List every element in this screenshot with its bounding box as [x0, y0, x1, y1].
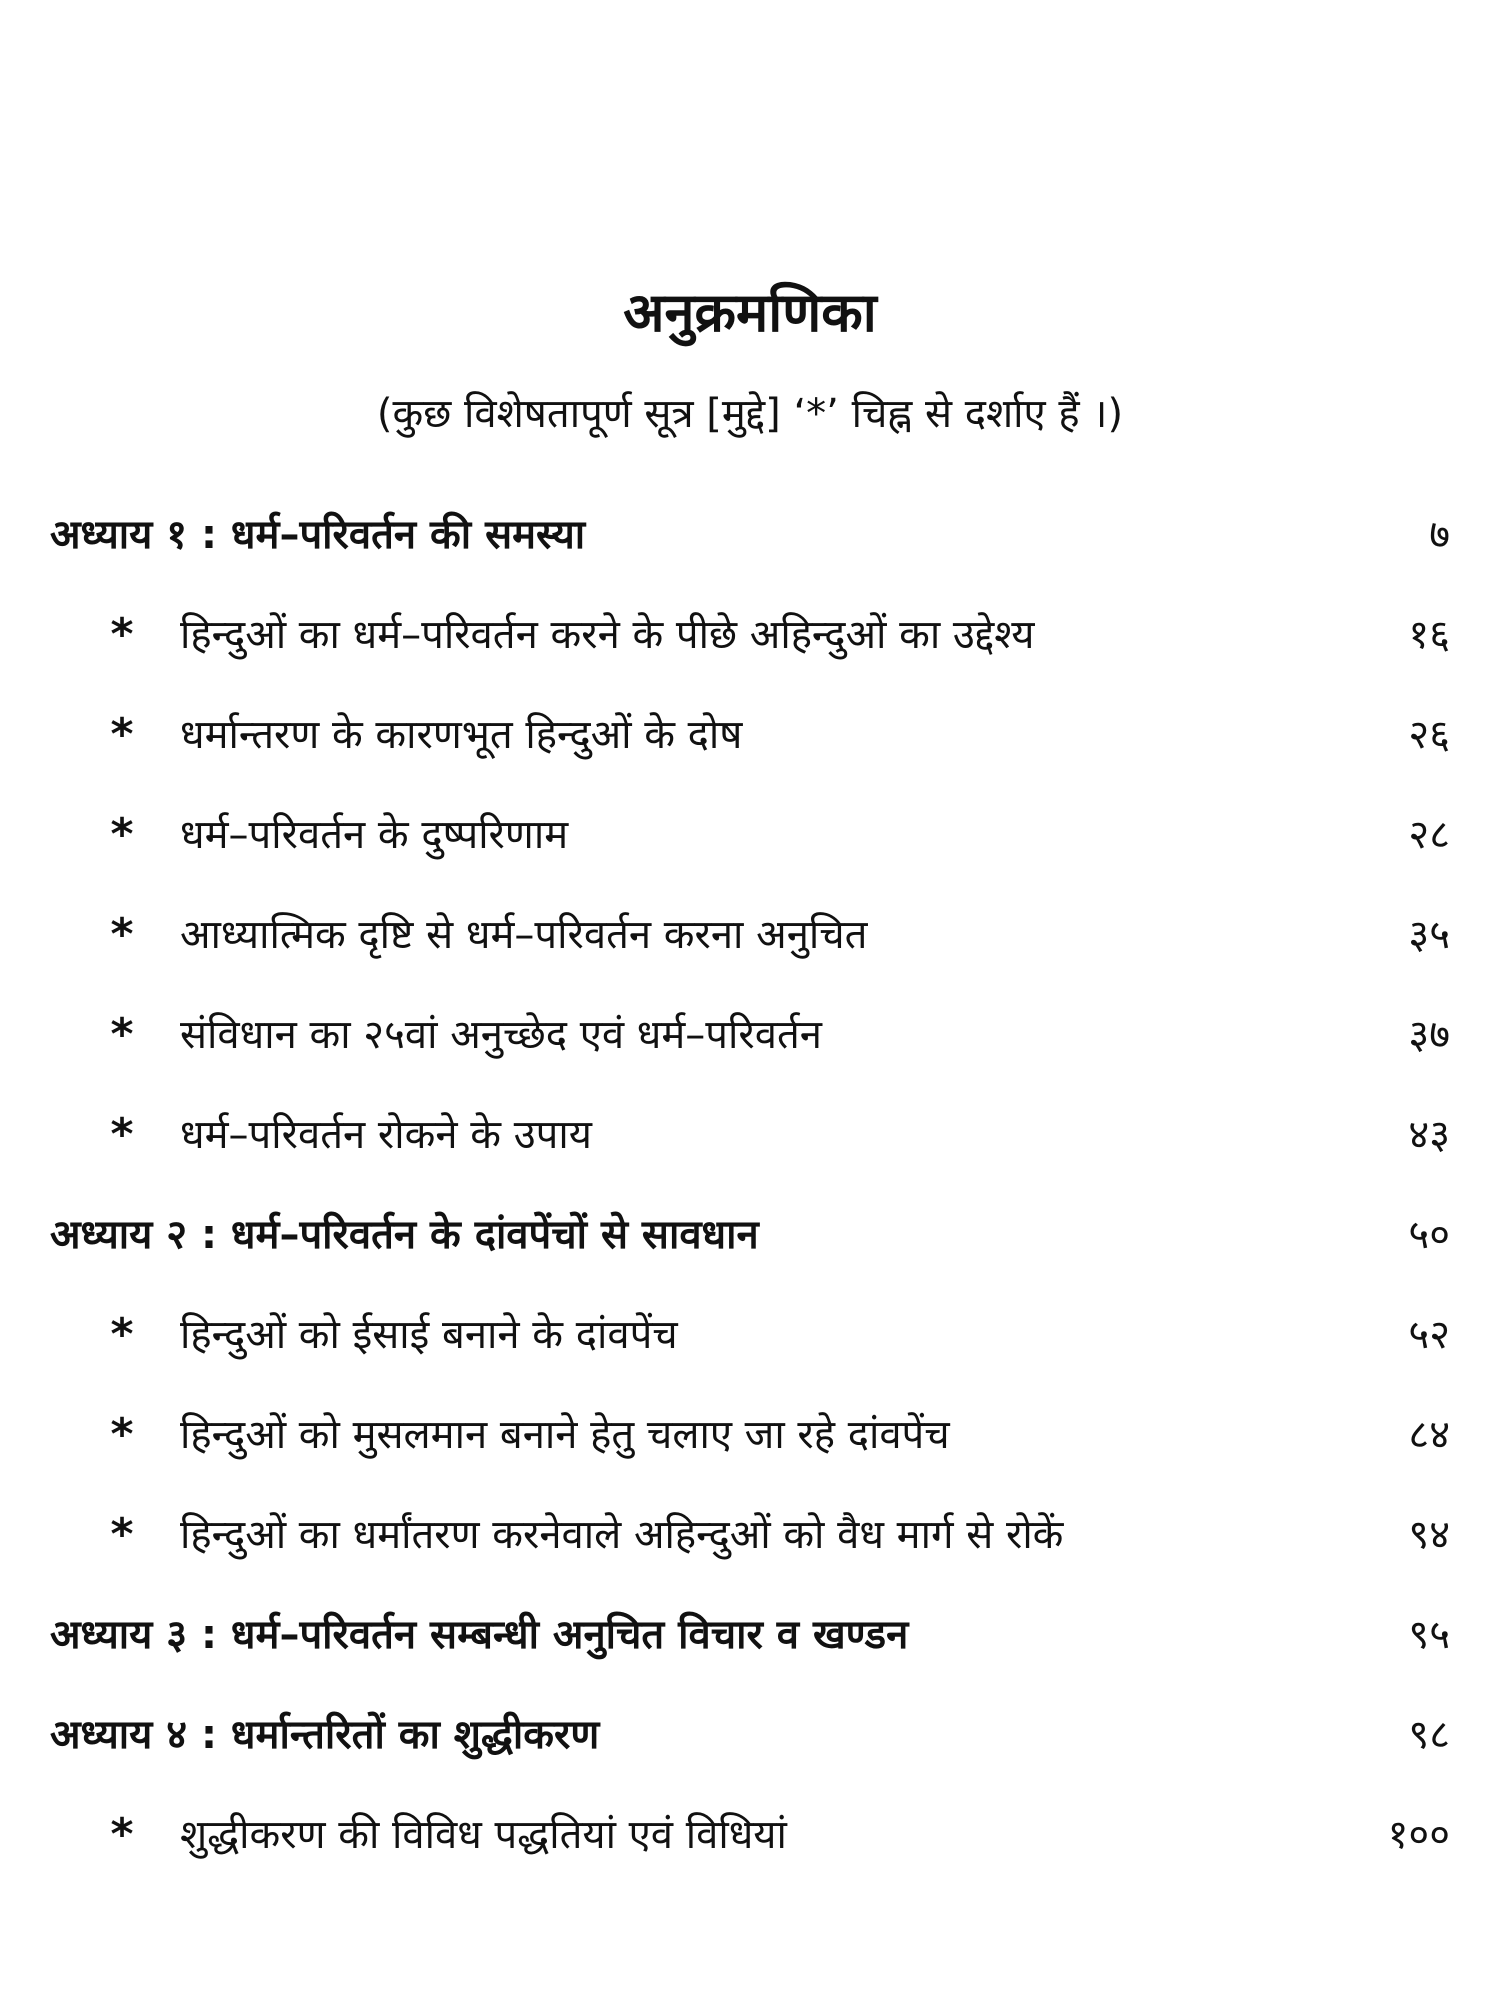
toc-item — [50, 700, 1450, 770]
toc-page-number: ५२ — [1408, 1312, 1450, 1358]
page-title: अनुक्रमणिका — [623, 281, 877, 344]
asterisk-icon: * — [110, 1009, 134, 1060]
toc-page-number: ३५ — [1408, 912, 1450, 958]
toc-item — [50, 800, 1450, 870]
toc-page-number: २६ — [1408, 712, 1450, 758]
toc-item — [50, 1100, 1450, 1170]
toc-entry-title: धर्म–परिवर्तन रोकने के उपाय — [180, 1112, 592, 1158]
toc-page-number: ९५ — [1408, 1612, 1450, 1658]
toc-page-number: ९८ — [1408, 1712, 1450, 1758]
toc-item — [50, 1400, 1450, 1470]
toc-entry-title: आध्यात्मिक दृष्टि से धर्म–परिवर्तन करना अनुचित — [180, 912, 868, 958]
toc-page-number: ७ — [1429, 512, 1450, 558]
toc-chapter-2 — [50, 1200, 1450, 1270]
asterisk-icon: * — [110, 1109, 134, 1160]
asterisk-icon: * — [110, 1809, 134, 1860]
asterisk-icon: * — [110, 909, 134, 960]
asterisk-icon: * — [110, 809, 134, 860]
toc-page-number: २८ — [1408, 812, 1450, 858]
toc-page-number: १०० — [1387, 1812, 1450, 1858]
toc-entry-title: शुद्धीकरण की विविध पद्धतियां एवं विधियां — [180, 1812, 787, 1858]
toc-entry-title: धर्मान्तरण के कारणभूत हिन्दुओं के दोष — [180, 712, 743, 758]
asterisk-icon: * — [110, 709, 134, 760]
toc-entry-title: अध्याय १ : धर्म–परिवर्तन की समस्या — [50, 512, 586, 558]
toc-item — [50, 1300, 1450, 1370]
toc-page-number: १६ — [1408, 612, 1450, 658]
toc-chapter-4 — [50, 1700, 1450, 1770]
toc-entry-title: संविधान का २५वां अनुच्छेद एवं धर्म–परिवर्तन — [180, 1012, 822, 1058]
toc-page-number: ९४ — [1408, 1512, 1450, 1558]
toc-entry-title: हिन्दुओं का धर्म–परिवर्तन करने के पीछे अहिन्दुओं का उद्देश्य — [180, 612, 1035, 658]
asterisk-icon: * — [110, 1509, 134, 1560]
page-subtitle: (कुछ विशेषतापूर्ण सूत्र [मुद्दे] ‘*’ चिह्न से दर्शाए हैं ।) — [376, 391, 1124, 437]
toc-page-number: ३७ — [1408, 1012, 1450, 1058]
toc-item — [50, 600, 1450, 670]
toc-item — [50, 900, 1450, 970]
toc-chapter-1 — [50, 500, 1450, 570]
toc-page-number: ८४ — [1408, 1412, 1450, 1458]
toc-page-number: ४३ — [1408, 1112, 1450, 1158]
toc-page-number: ५० — [1408, 1212, 1450, 1258]
toc-entry-title: अध्याय ४ : धर्मान्तरितों का शुद्धीकरण — [50, 1712, 600, 1758]
toc-chapter-3 — [50, 1600, 1450, 1670]
toc-item — [50, 1800, 1450, 1870]
asterisk-icon: * — [110, 1409, 134, 1460]
toc-item — [50, 1500, 1450, 1570]
toc-entry-title: अध्याय ३ : धर्म–परिवर्तन सम्बन्धी अनुचित विचार व खण्डन — [50, 1612, 909, 1658]
asterisk-icon: * — [110, 1309, 134, 1360]
toc-entry-title: हिन्दुओं को ईसाई बनाने के दांवपेंच — [180, 1312, 678, 1358]
toc-item — [50, 1000, 1450, 1070]
toc-entry-title: हिन्दुओं का धर्मांतरण करनेवाले अहिन्दुओं को वैध मार्ग से रोकें — [180, 1512, 1064, 1558]
toc-entry-title: धर्म–परिवर्तन के दुष्परिणाम — [180, 812, 569, 858]
toc-entry-title: हिन्दुओं को मुसलमान बनाने हेतु चलाए जा रहे दांवपेंच — [180, 1412, 950, 1458]
asterisk-icon: * — [110, 609, 134, 660]
toc-entry-title: अध्याय २ : धर्म–परिवर्तन के दांवपेंचों से सावधान — [50, 1212, 759, 1258]
